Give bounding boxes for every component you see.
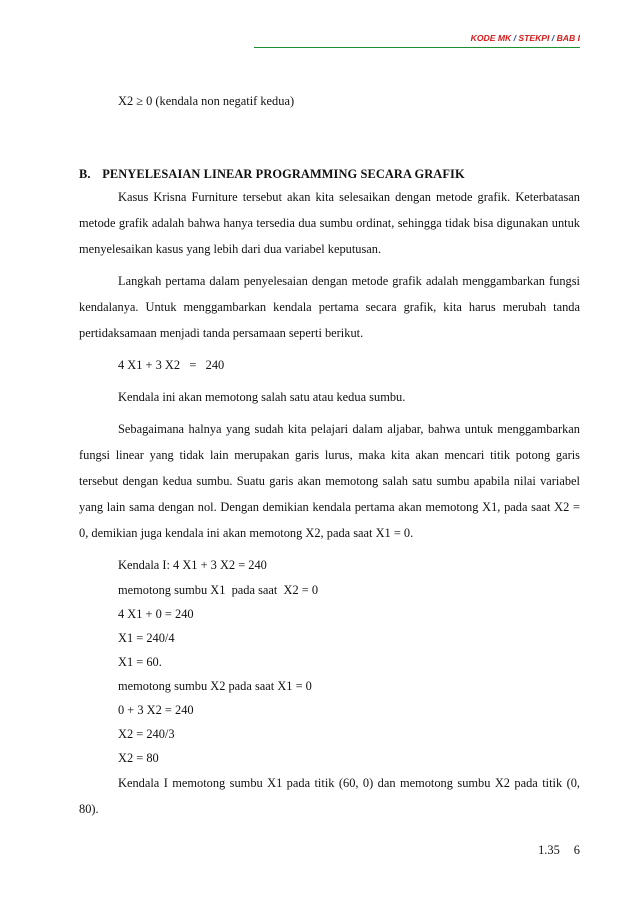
paragraph-3: Kendala ini akan memotong salah satu atau kedua sumbu. (118, 390, 406, 404)
step-line: X2 = 240/3 (118, 727, 175, 741)
step-line: X1 = 240/4 (118, 631, 175, 645)
step-line: memotong sumbu X1 pada saat X2 = 0 (118, 583, 319, 597)
running-header (254, 30, 580, 48)
section-title: PENYELESAIAN LINEAR PROGRAMMING SECARA GRAFIK (102, 167, 465, 181)
header-separator: / (511, 33, 519, 43)
header-separator: / (549, 33, 557, 43)
header-chapter: BAB (556, 33, 576, 43)
step-line: X1 = 60. (118, 655, 162, 669)
equation: 4 X1 + 3 X2 = 240 (118, 358, 225, 372)
derivation-steps (79, 552, 580, 770)
step-line: X2 = 80 (118, 751, 159, 765)
paragraph-2: Langkah pertama dalam penyelesaian dengan metode grafik adalah menggambarkan fungsi kendalanya. Untuk menggambarkan kendala pertama secara grafik, kita harus merubah tanda pertidaksamaan menjadi tanda persamaan seperti berikut. (79, 274, 580, 340)
header-chapter-number: I (575, 33, 580, 43)
constraint-nonneg: X2 ≥ 0 (kendala non negatif kedua) (118, 94, 295, 108)
page-footer (520, 843, 580, 858)
footer-page-number: 6 (573, 843, 580, 857)
paragraph-4: Sebagaimana halnya yang sudah kita pelajari dalam aljabar, bahwa untuk menggambarkan fungsi linear yang tidak lain merupakan garis lurus, maka kita akan mencari titik potong garis tersebut dengan kedua sumbu. Suatu garis akan memotong salah satu sumbu apabila nilai variabel yang lain sama dengan nol. Dengan demikian kendala pertama akan memotong X1, pada saat X2 = 0, demikian juga kendala ini akan memotong X2, pada saat X1 = 0. (79, 422, 580, 540)
section-heading (79, 164, 580, 184)
header-course-code: KODE MK (470, 33, 512, 43)
paragraph-5: Kendala I memotong sumbu X1 pada titik (60, 0) dan memotong sumbu X2 pada titik (0, 80). (79, 776, 580, 816)
header-institution: STEKPI (518, 33, 550, 43)
footer-section-number: 1.35 (538, 843, 560, 857)
paragraph-1: Kasus Krisna Furniture tersebut akan kita selesaikan dengan metode grafik. Keterbatasan metode grafik adalah bahwa hanya tersedia dua sumbu ordinat, sehingga tidak bisa digunakan untuk menyelesaikan kasus yang lebih dari dua variabel keputusan. (79, 190, 580, 256)
step-line: memotong sumbu X2 pada saat X1 = 0 (118, 679, 312, 693)
step-line: Kendala I: 4 X1 + 3 X2 = 240 (118, 558, 267, 572)
page-content (79, 88, 580, 822)
section-letter: B. (79, 167, 91, 181)
step-line: 0 + 3 X2 = 240 (118, 703, 194, 717)
step-line: 4 X1 + 0 = 240 (118, 607, 194, 621)
